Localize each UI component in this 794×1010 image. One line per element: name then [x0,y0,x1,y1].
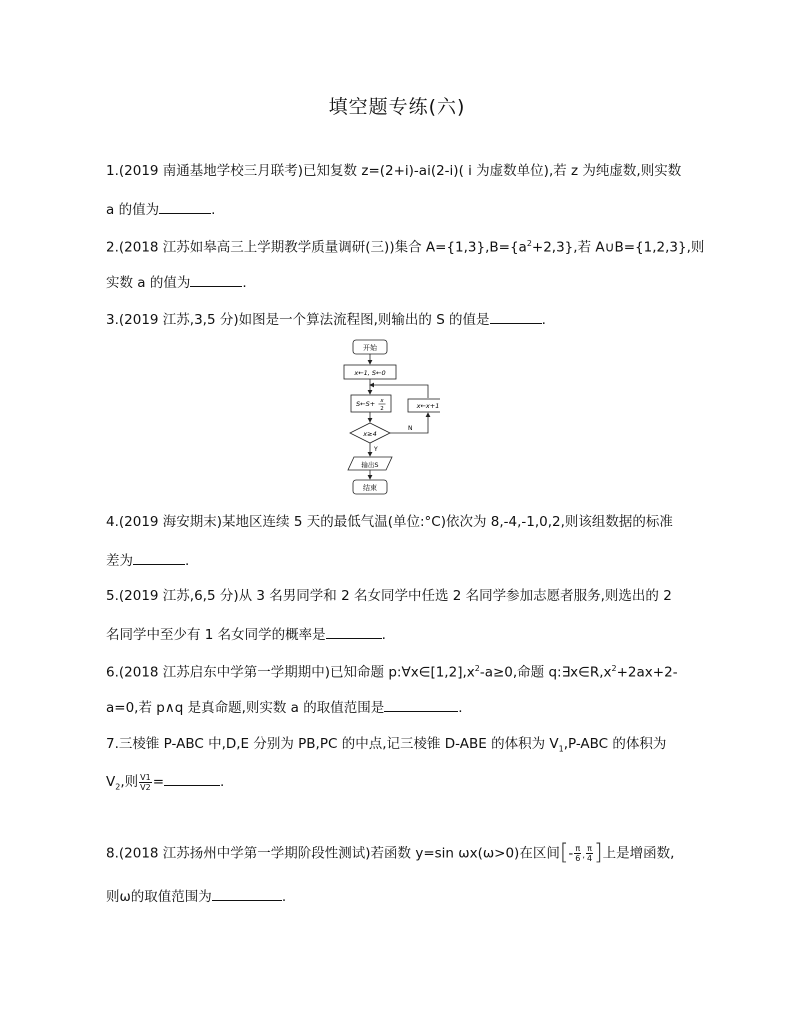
answer-blank-5[interactable] [326,624,382,639]
interval-fraction-1 [574,844,581,863]
fraction-denominator: V2 [140,782,151,792]
question-4-text: 差为 [106,553,133,569]
question-8-line-1 [106,840,675,866]
fraction-denominator: 6 [575,854,581,863]
flowchart-fraction-denominator: 2 [380,406,384,412]
page-title: 填空题专练(六) [328,96,466,118]
period: . [211,202,216,218]
period: . [185,553,190,569]
answer-blank-3[interactable] [490,309,542,324]
superscript: 2 [526,239,532,248]
question-6-text-c: +2ax+2- [616,664,678,681]
flowchart-update-x-label: x←x+1 [416,402,440,410]
period: . [242,275,247,291]
question-8-text-c: 则ω的取值范围为 [106,889,212,905]
minus-sign: - [568,845,574,862]
question-2-text-b: +2,3},若 A∪B={1,2,3},则 [531,239,705,256]
answer-blank-7[interactable] [164,771,220,786]
flowchart-start-label: 开始 [363,344,377,352]
question-3-text: 3.(2019 江苏,3,5 分)如图是一个算法流程图,则输出的 S 的值是 [106,312,490,328]
fraction-denominator: 4 [586,854,593,863]
question-5-line-1: 5.(2019 江苏,6,5 分)从 3 名男同学和 2 名女同学中任选 2 名同学参加志愿者服务,则选出的 2 [106,588,672,604]
question-2-text-a: 2.(2018 江苏如皋高三上学期教学质量调研(三))集合 A={1,3},B={a [106,239,527,256]
question-8-line-2 [106,886,286,906]
question-5-text: 名同学中至少有 1 名女同学的概率是 [106,627,326,643]
question-1-line-2 [106,199,215,219]
question-6-text-d: a=0,若 p∧q 是真命题,则实数 a 的取值范围是 [106,700,385,716]
period: . [281,889,287,905]
comma: , [582,850,585,860]
right-bracket: ] [594,840,603,866]
period: . [541,312,546,328]
flowchart-no-label: N [408,425,413,432]
interval-fraction-2 [586,844,593,863]
algorithm-flowchart [340,338,440,498]
superscript: 2 [611,664,617,673]
question-7-text-c: V [106,774,116,790]
question-5-line-2 [106,624,386,644]
answer-blank-1[interactable] [159,199,211,214]
volume-ratio-fraction [139,773,152,792]
flowchart-end-label: 结束 [363,484,377,492]
flowchart-output-label: 输出S [361,461,379,469]
question-2-text-c: 实数 a 的值为 [106,275,191,291]
answer-blank-2[interactable] [190,272,242,287]
period: . [381,627,386,643]
subscript: 2 [115,782,121,792]
fraction-numerator: π [587,844,592,853]
question-7-text-d: ,则 [120,774,139,790]
period: . [458,700,463,716]
answer-blank-8[interactable] [212,886,282,901]
question-6-line-2 [106,697,463,717]
flowchart-init-label: x←1, S←0 [354,369,386,377]
question-6-line-1 [106,660,678,682]
flowchart-decision-label: x≥4 [363,430,377,438]
subscript: 1 [558,744,564,754]
question-2-line-1 [106,235,704,257]
question-3-line-1 [106,309,546,329]
left-bracket: [ [559,840,569,866]
question-7-text-a: 7.三棱锥 P-ABC 中,D,E 分别为 PB,PC 的中点,记三棱锥 D-ABE 的体积为 V [106,736,559,752]
question-1-text: a 的值为 [106,202,160,218]
period: . [220,774,225,790]
answer-blank-4[interactable] [133,550,185,565]
question-8-text-a: 8.(2018 江苏扬州中学第一学期阶段性测试)若函数 y=sin ωx(ω>0)在区间 [106,845,560,862]
flowchart-yes-label: Y [374,446,378,453]
superscript: 2 [474,664,480,673]
question-8-text-b: 上是增函数, [602,845,675,862]
answer-blank-6[interactable] [384,697,458,712]
question-1-line-1: 1.(2019 南通基地学校三月联考)已知复数 z=(2+i)-ai(2-i)( i 为虚数单位),若 z 为纯虚数,则实数 [106,163,682,179]
question-7-line-2 [106,771,224,797]
question-6-text-b: -a≥0,命题 q:∃x∈R,x [479,664,612,681]
flowchart-fraction-numerator: x [380,398,384,404]
question-2-line-2 [106,272,247,292]
question-4-line-2 [106,550,189,570]
question-7-line-1 [106,735,666,759]
fraction-numerator: V1 [140,772,151,782]
question-6-text-a: 6.(2018 江苏启东中学第一学期期中)已知命题 p:∀x∈[1,2],x [106,664,475,681]
flowchart-update-s-label: S←S+ [356,400,376,408]
equals-sign: = [152,774,165,790]
fraction-numerator: π [575,844,581,853]
question-7-text-b: ,P-ABC 的体积为 [563,736,667,752]
question-4-line-1: 4.(2019 海安期末)某地区连续 5 天的最低气温(单位:°C)依次为 8,-4,-1,0,2,则该组数据的标准 [106,514,673,530]
